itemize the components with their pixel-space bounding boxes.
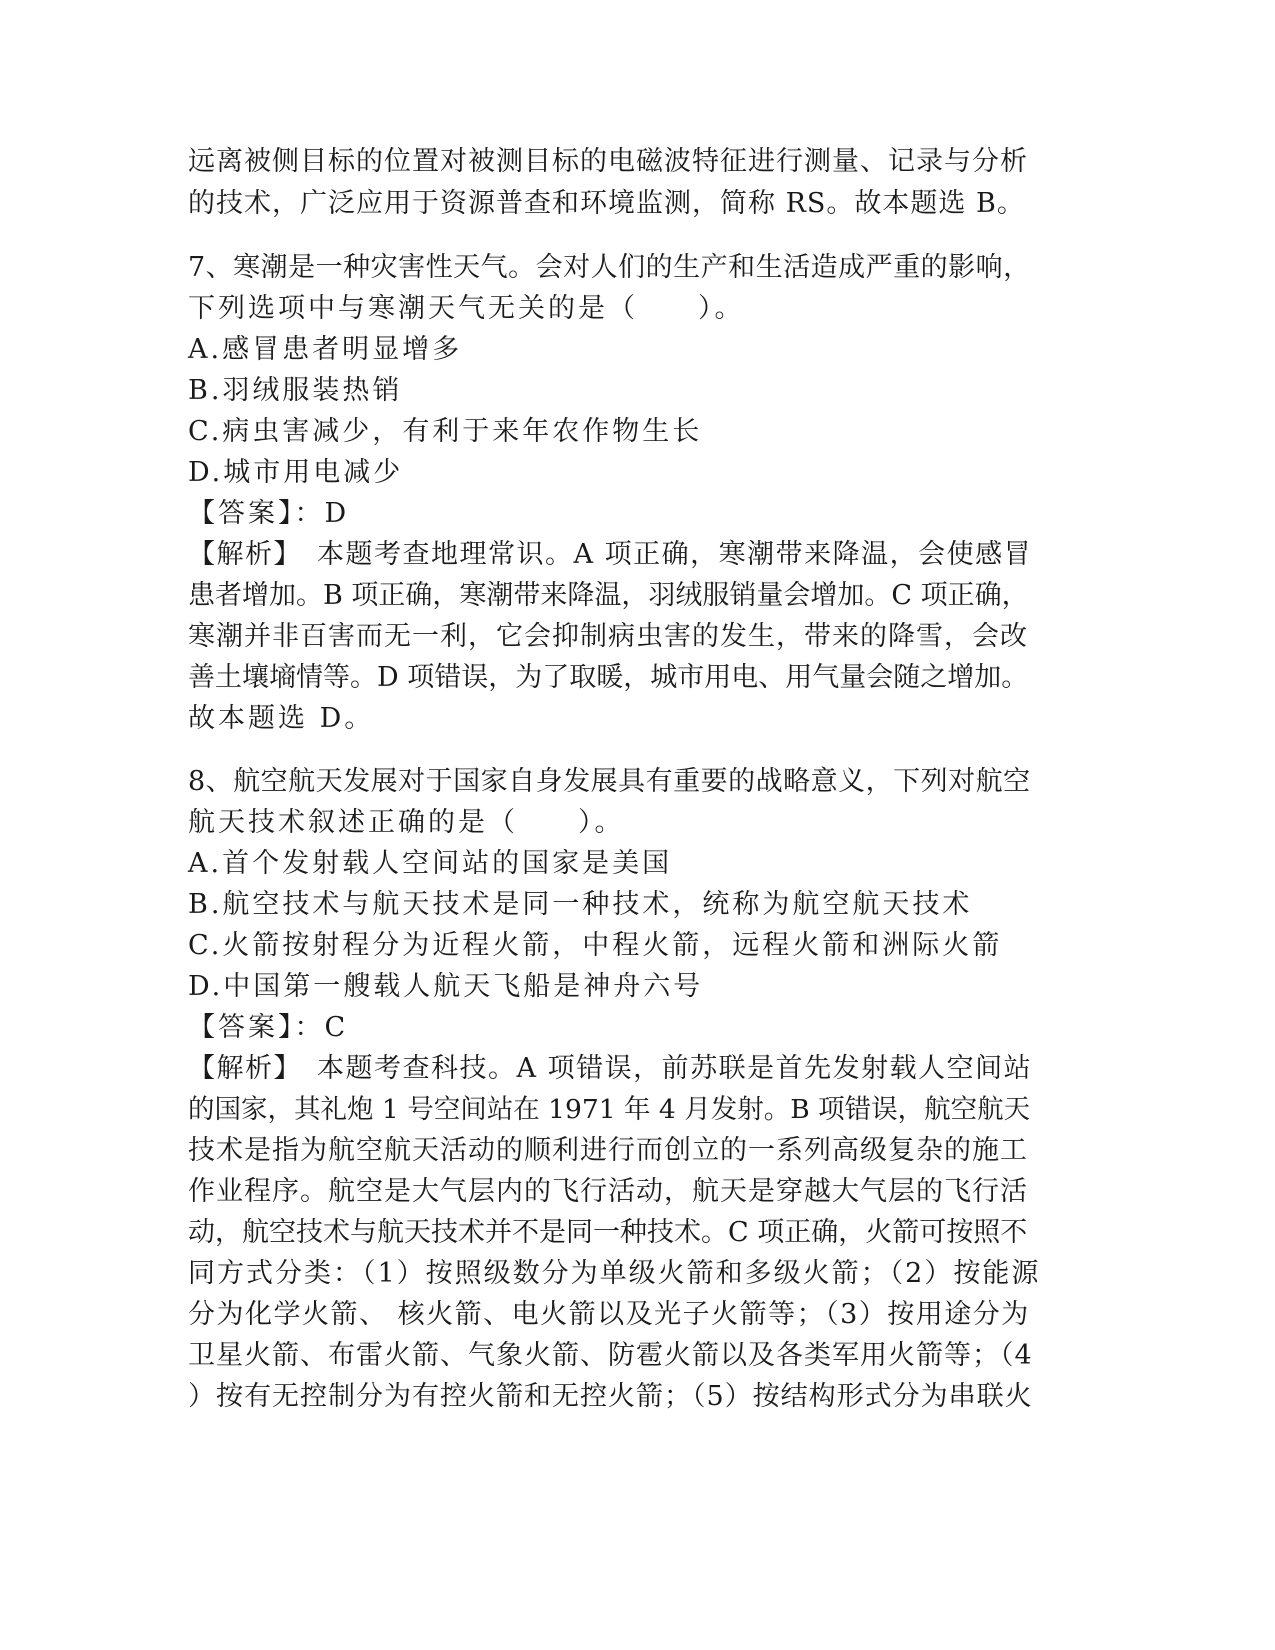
question-7-analysis-line: 善土壤墒情等。D 项错误，为了取暖，城市用电、用气量会随之增加。 [188,662,1029,693]
question-8-analysis-line: 卫星火箭、布雷火箭、气象火箭、防雹火箭以及各类军用火箭等；（4 [188,1340,1033,1371]
question-8-analysis-line: 作业程序。航空是大气层内的飞行活动，航天是穿越大气层的飞行活 [188,1176,1028,1207]
question-8-analysis-line: 【解析】 本题考查科技。A 项错误，前苏联是首先发射载人空间站 [188,1053,1033,1084]
question-8-option-b: B.航空技术与航天技术是同一种技术，统称为航空航天技术 [188,889,973,920]
question-8-analysis-line: ）按有无控制分为有控火箭和无控火箭；（5）按结构形式分为串联火 [188,1381,1033,1412]
question-8-answer: 【答案】：C [188,1012,349,1043]
question-7-analysis-line: 患者增加。B 项正确，寒潮带来降温，羽绒服销量会增加。C 项正确， [188,580,1029,611]
question-8-option-d: D.中国第一艘载人航天飞船是神舟六号 [188,971,704,1002]
question-7-option-a: A.感冒患者明显增多 [188,334,463,365]
question-7-option-b: B.羽绒服装热销 [188,375,403,406]
question-7-analysis-line: 寒潮并非百害而无一利，它会抑制病虫害的发生，带来的降雪，会改 [188,621,1028,652]
question-8-analysis-line: 技术是指为航空航天活动的顺利进行而创立的一系列高级复杂的施工 [188,1135,1028,1166]
question-8-stem: 航天技术叙述正确的是（ ）。 [188,807,625,838]
question-8-option-c: C.火箭按射程分为近程火箭，中程火箭，远程火箭和洲际火箭 [188,930,1003,961]
question-8-stem: 8、航空航天发展对于国家自身发展具有重要的战略意义，下列对航空 [188,766,1031,797]
question-7-stem: 7、寒潮是一种灾害性天气。会对人们的生产和生活造成严重的影响， [188,252,1031,283]
intro-line: 远离被侧目标的位置对被测目标的电磁波特征进行测量、记录与分析 [188,146,1028,177]
question-7-analysis-line: 故本题选 D。 [188,703,375,734]
intro-line: 的技术，广泛应用于资源普查和环境监测，简称 RS。故本题选 B。 [188,188,1025,219]
question-8-analysis-line: 分为化学火箭、 核火箭、电火箭以及光子火箭等；（3）按用途分为 [188,1299,1030,1330]
question-7-analysis-line: 【解析】 本题考查地理常识。A 项正确，寒潮带来降温，会使感冒 [188,539,1033,570]
question-8-analysis-line: 同方式分类：（1）按照级数分为单级火箭和多级火箭；（2）按能源 [188,1258,1041,1289]
question-7-option-d: D.城市用电减少 [188,457,404,488]
question-7-answer: 【答案】：D [188,498,350,529]
question-7-stem: 下列选项中与寒潮天气无关的是（ ）。 [188,293,745,324]
question-8-analysis-line: 动，航空技术与航天技术并不是同一种技术。C 项正确，火箭可按照不 [188,1217,1028,1248]
question-8-analysis-line: 的国家，其礼炮 1 号空间站在 1971 年 4 月发射。B 项错误，航空航天 [188,1094,1031,1125]
question-8-option-a: A.首个发射载人空间站的国家是美国 [188,848,673,879]
question-7-option-c: C.病虫害减少，有利于来年农作物生长 [188,416,703,447]
